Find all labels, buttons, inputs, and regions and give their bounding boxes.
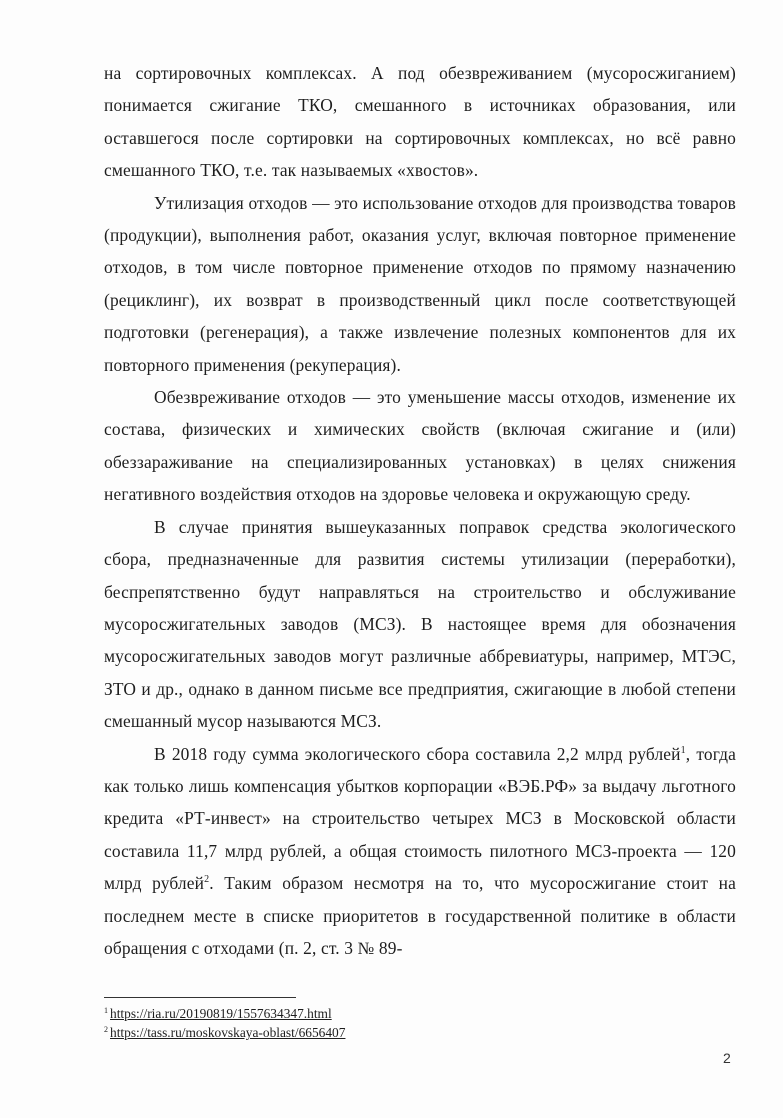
footnote-1 [104,1004,704,1023]
footnote-ref-1[interactable]: 1 [680,744,686,756]
footnote-number: 1 [104,1005,108,1015]
footnote-number: 2 [104,1024,108,1034]
footnote-2 [104,1023,704,1042]
footnote-ref-2[interactable]: 2 [204,874,210,886]
footnote-link-ria[interactable]: https://ria.ru/20190819/1557634347.html [110,1006,332,1021]
paragraph-ecological-fee [104,738,736,965]
footnote-separator [104,997,296,998]
ecological-fee-text-2: , тогда как только лишь компенсация убытков корпорации «ВЭБ.РФ» за выдачу льготного кредита «РТ-инвест» на строительство четырех МСЗ в Московской области составила 11,7 млрд рублей, а общая стоимость пилотного МСЗ-проекта — 120 млрд рублей [104,743,736,894]
paragraph-continuation: на сортировочных комплексах. А под обезвреживанием (мусоросжиганием) понимается сжигание ТКО, смешанного в источниках образования, или оставшегося после сортировки на сортировочных комплексах, но всё равно смешанного ТКО, т.е. так называемых «хвостов». [104,63,736,181]
paragraph-recycling-definition: Утилизация отходов — это использование отходов для производства товаров (продукции), выполнения работ, оказания услуг, включая повторное применение отходов, в том числе повторное применение отходов по прямому назначению (рециклинг), их возврат в производственный цикл после соответствующей подготовки (регенерация), а также извлечение полезных компонентов для их повторного применения (рекуперация). [104,192,736,375]
page-number: 2 [723,1050,731,1066]
footnote-link-tass[interactable]: https://tass.ru/moskovskaya-oblast/6656407 [110,1025,346,1040]
paragraph-neutralization-definition: Обезвреживание отходов — это уменьшение массы отходов, изменение их состава, физических и химических свойств (включая сжигание и (или) обеззараживание на специализированных установках) в целях снижения негативного воздействия отходов на здоровье человека и окружающую среду. [104,387,736,505]
ecological-fee-text-3: . Таким образом несмотря на то, что мусоросжигание стоит на последнем месте в списке приоритетов в государственной политике в области обращения с отходами (п. 2, ст. 3 № 89- [104,873,736,958]
paragraph-amendments: В случае принятия вышеуказанных поправок средства экологического сбора, предназначенные для развития системы утилизации (переработки), беспрепятственно будут направляться на строительство и обслуживание мусоросжигательных заводов (МСЗ). В настоящее время для обозначения мусоросжигательных заводов могут различные аббревиатуры, например, МТЭС, ЗТО и др., однако в данном письме все предприятия, сжигающие в любой степени смешанный мусор называются МСЗ. [104,516,736,732]
footnotes [104,1004,704,1042]
document-body [104,57,736,964]
ecological-fee-text-1: В 2018 году сумма экологического сбора составила 2,2 млрд рублей [154,743,681,764]
